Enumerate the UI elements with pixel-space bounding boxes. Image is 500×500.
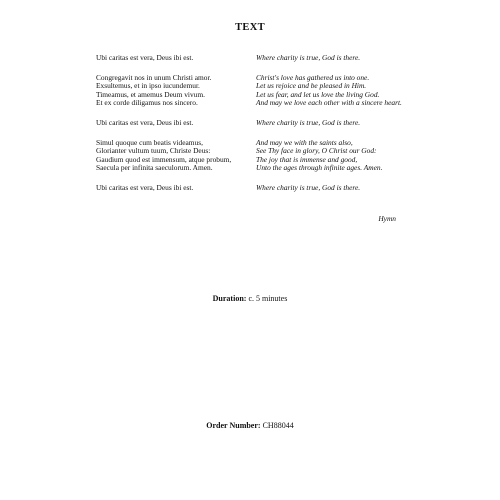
english-line: Let us rejoice and be pleased in Him. [256,81,367,91]
english-line: See Thy face in glory, O Christ our God: [256,146,377,156]
order-number-value: CH88044 [262,421,294,430]
english-line: The joy that is immense and good, [256,154,358,164]
latin-line: Glorianter vultum tuum, Christe Deus: [96,146,211,156]
stanza [96,74,416,108]
latin-line: Et ex corde diligamus nos sincero. [96,98,198,108]
stanza [96,139,416,173]
latin-line: Ubi caritas est vera, Deus ibi est. [96,117,194,127]
latin-column [96,139,250,173]
latin-column [96,184,250,193]
latin-line: Ubi caritas est vera, Deus ibi est. [96,182,194,192]
latin-line: Gaudium quod est immensum, atque probum, [96,154,232,164]
page-title: TEXT [235,22,265,33]
english-line: Christ's love has gathered us into one. [256,72,370,82]
latin-line: Ubi caritas est vera, Deus ibi est. [96,53,194,62]
english-line: And may we with the saints also, [256,137,353,147]
attribution: Hymn [378,214,396,223]
english-line: Unto the ages through infinite ages. Amen. [256,163,383,173]
english-column [256,119,406,128]
stanza [96,54,416,63]
english-column [256,184,406,193]
latin-line: Saecula per infinita saeculorum. Amen. [96,163,213,173]
english-line: Where charity is true, God is there. [256,117,361,127]
latin-column [96,74,250,108]
english-line: Let us fear, and let us love the living God. [256,89,380,99]
latin-line: Timeamus, et amemus Deum vivum. [96,89,205,99]
latin-line: Simul quoque cum beatis videamus, [96,137,203,147]
english-column [256,74,406,108]
duration [0,294,500,303]
latin-column [96,119,250,128]
latin-line: Congregavit nos in unum Christi amor. [96,72,212,82]
order-number [0,421,500,430]
english-line: Where charity is true, God is there. [256,53,361,62]
duration-label: Duration: [212,294,247,303]
latin-column [96,54,250,63]
stanza [96,184,416,193]
english-column [256,54,406,63]
latin-line: Exsultemus, et in ipso iucundemur. [96,81,200,91]
english-column [256,139,406,173]
order-number-label: Order Number: [206,421,261,430]
stanza [96,119,416,128]
english-line: Where charity is true, God is there. [256,182,361,192]
english-line: And may we love each other with a sincere heart. [256,98,402,108]
text-block [96,54,416,204]
duration-value: c. 5 minutes [248,294,288,303]
